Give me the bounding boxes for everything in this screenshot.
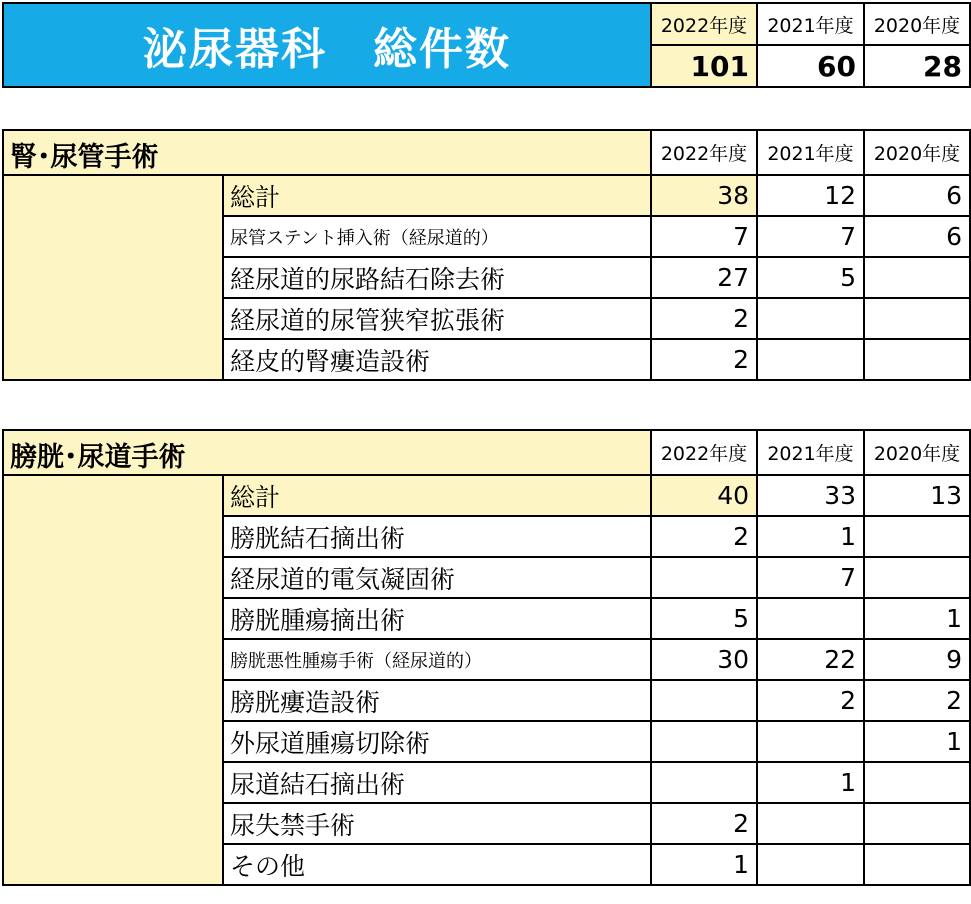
cell-2022: 38 (651, 175, 757, 216)
total-2020: 28 (864, 45, 970, 87)
cell-2021: 7 (757, 216, 864, 257)
row-label: 膀胱瘻造設術 (223, 680, 651, 721)
table-row (3, 175, 970, 216)
year-header-2022: 2022年度 (651, 430, 757, 475)
cell-2020: 2 (864, 680, 970, 721)
bladder-urethra-section (2, 429, 969, 886)
cell-2020: 9 (864, 639, 970, 680)
row-label: 膀胱悪性腫瘍手術（経尿道的） (223, 639, 651, 680)
year-header-2021: 2021年度 (757, 430, 864, 475)
cell-2022: 2 (651, 803, 757, 844)
row-label: 膀胱腫瘍摘出術 (223, 598, 651, 639)
cell-2020: 1 (864, 598, 970, 639)
cell-2020: 1 (864, 721, 970, 762)
section-title: 腎･尿管手術 (3, 130, 651, 175)
page-title: 泌尿器科 総件数 (3, 3, 651, 87)
table-row (3, 475, 970, 516)
cell-2021 (757, 298, 864, 339)
row-label: 外尿道腫瘍切除術 (223, 721, 651, 762)
cell-2020 (864, 516, 970, 557)
year-header-2020: 2020年度 (864, 430, 970, 475)
cell-2022: 2 (651, 516, 757, 557)
cell-2020 (864, 844, 970, 885)
cell-2022: 2 (651, 298, 757, 339)
cell-2021 (757, 803, 864, 844)
cell-2020: 6 (864, 175, 970, 216)
cell-2020 (864, 762, 970, 803)
row-label: 経尿道的尿路結石除去術 (223, 257, 651, 298)
cell-2022: 7 (651, 216, 757, 257)
row-label: 経皮的腎瘻造設術 (223, 339, 651, 380)
cell-2022: 40 (651, 475, 757, 516)
cell-2020: 6 (864, 216, 970, 257)
cell-2020 (864, 339, 970, 380)
cell-2021: 7 (757, 557, 864, 598)
cell-2020 (864, 803, 970, 844)
section-indent (3, 475, 223, 885)
row-label: 尿道結石摘出術 (223, 762, 651, 803)
total-2022: 101 (651, 45, 757, 87)
cell-2021: 1 (757, 762, 864, 803)
cell-2022 (651, 557, 757, 598)
row-label: 経尿道的電気凝固術 (223, 557, 651, 598)
cell-2021: 1 (757, 516, 864, 557)
cell-2021: 33 (757, 475, 864, 516)
year-header-2022: 2022年度 (651, 3, 757, 45)
cell-2021: 12 (757, 175, 864, 216)
summary-header (2, 2, 969, 88)
cell-2022: 30 (651, 639, 757, 680)
row-label: 膀胱結石摘出術 (223, 516, 651, 557)
kidney-ureter-section (2, 129, 969, 381)
cell-2021: 5 (757, 257, 864, 298)
cell-2021 (757, 598, 864, 639)
row-label: 尿失禁手術 (223, 803, 651, 844)
cell-2021 (757, 339, 864, 380)
row-label: 尿管ステント挿入術（経尿道的） (223, 216, 651, 257)
cell-2021 (757, 721, 864, 762)
cell-2022: 1 (651, 844, 757, 885)
cell-2022: 5 (651, 598, 757, 639)
cell-2020 (864, 298, 970, 339)
cell-2020 (864, 257, 970, 298)
year-header-2022: 2022年度 (651, 130, 757, 175)
cell-2022: 2 (651, 339, 757, 380)
cell-2022: 27 (651, 257, 757, 298)
row-label: 経尿道的尿管狭窄拡張術 (223, 298, 651, 339)
year-header-2021: 2021年度 (757, 3, 864, 45)
total-label: 総計 (223, 475, 651, 516)
cell-2021: 2 (757, 680, 864, 721)
year-header-2020: 2020年度 (864, 3, 970, 45)
cell-2022 (651, 721, 757, 762)
cell-2022 (651, 762, 757, 803)
cell-2020 (864, 557, 970, 598)
total-2021: 60 (757, 45, 864, 87)
year-header-2020: 2020年度 (864, 130, 970, 175)
section-title: 膀胱･尿道手術 (3, 430, 651, 475)
row-label: その他 (223, 844, 651, 885)
cell-2021: 22 (757, 639, 864, 680)
year-header-2021: 2021年度 (757, 130, 864, 175)
cell-2020: 13 (864, 475, 970, 516)
cell-2021 (757, 844, 864, 885)
cell-2022 (651, 680, 757, 721)
section-indent (3, 175, 223, 380)
total-label: 総計 (223, 175, 651, 216)
